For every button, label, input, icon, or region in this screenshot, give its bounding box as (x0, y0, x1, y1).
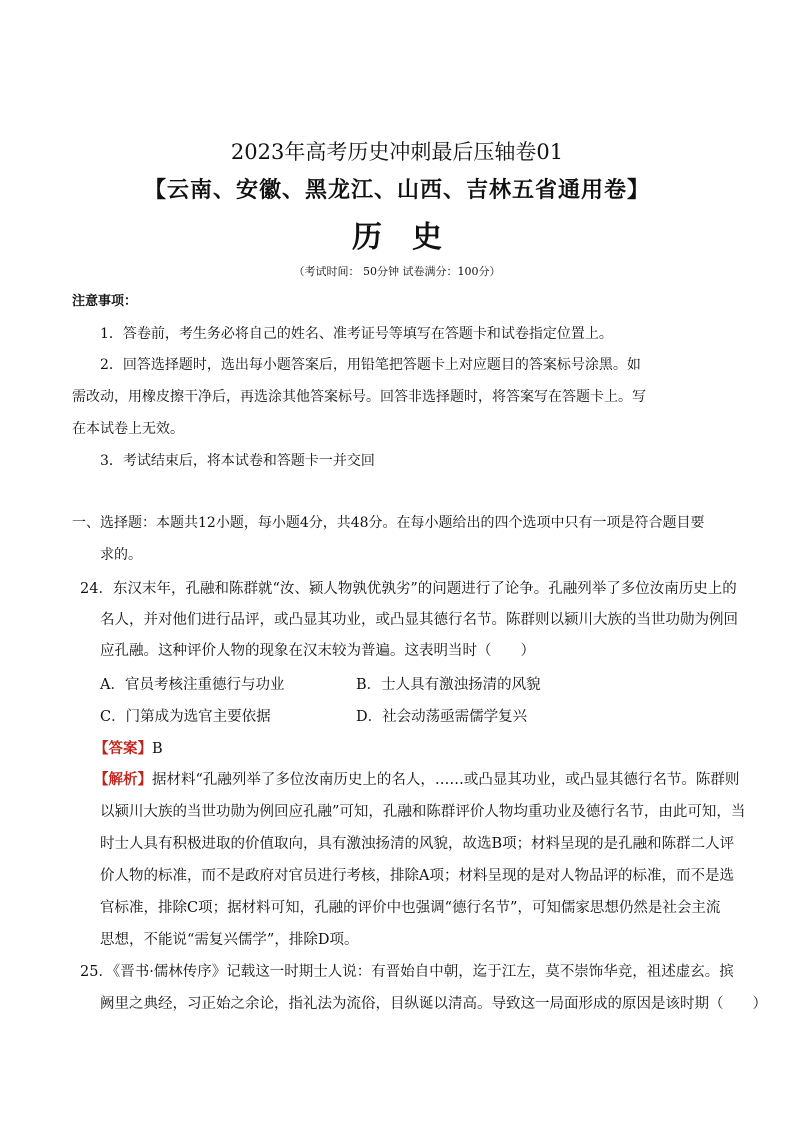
q24-stem-line-3: 应孔融。这种评价人物的现象在汉末较为普遍。这表明当时（ ） (100, 643, 535, 659)
section-heading-line-2: 求的。 (100, 547, 142, 563)
notice-heading: 注意事项： (72, 294, 138, 309)
q24-option-d: D．社会动荡亟需儒学复兴 (356, 709, 528, 725)
exam-info: （考试时间： 50分钟 试卷满分：100分） (293, 265, 501, 278)
q24-answer (94, 737, 163, 758)
q24-analysis-line-6: 思想，不能说“需复兴儒学”，排除D项。 (100, 932, 359, 948)
answer-label: 【答案】 (94, 741, 152, 757)
analysis-text: 据材料“孔融列举了多位汝南历史上的名人，……或凸显其功业，或凸显其德行名节。陈群则 (152, 772, 740, 788)
analysis-label: 【解析】 (94, 772, 152, 788)
answer-value: B (152, 741, 163, 757)
subject-title: 历史 (352, 220, 472, 255)
section-heading-line-1: 一、选择题：本题共12小题，每小题4分，共48分。在每小题给出的四个选项中只有一项是符合题目要 (72, 515, 705, 531)
notice-item-2-line-2: 需改动，用橡皮擦干净后，再选涂其他答案标号。回答非选择题时，将答案写在答题卡上。写 (72, 389, 646, 405)
notice-item-2-line-3: 在本试卷上无效。 (72, 421, 184, 437)
q25-stem-line-1: 25．《晋书·儒林传序》记载这一时期士人说：有晋始自中朝，迄于江左，莫不崇饰华竞，祖述虚玄。摈 (80, 964, 734, 980)
q25-stem-line-2: 阙里之典经，习正始之余论，指礼法为流俗，目纵诞以清高。导致这一局面形成的原因是该时期（ ） (100, 996, 767, 1012)
q24-option-a: A．官员考核注重德行与功业 (100, 677, 285, 693)
notice-item-1: 1．答卷前，考生务必将自己的姓名、准考证号等填写在答题卡和试卷指定位置上。 (100, 326, 613, 342)
q24-analysis-line-5: 官标准，排除C项；据材料可知，孔融的评价中也强调“德行名节”，可知儒家思想仍然是社会主流 (100, 900, 721, 916)
q24-analysis-line-4: 价人物的标准，而不是政府对官员进行考核，排除A项；材料呈现的是对人物品评的标准，而不是选 (100, 868, 734, 884)
notice-item-2-line-1: 2．回答选择题时，选出每小题答案后，用铅笔把答题卡上对应题目的答案标号涂黑。如 (100, 357, 641, 373)
q24-option-c: C．门第成为选官主要依据 (100, 709, 271, 725)
q24-stem-line-2: 名人，并对他们进行品评，或凸显其功业，或凸显其德行名节。陈群则以颍川大族的当世功勋为例回 (100, 612, 738, 628)
q24-analysis-line-3: 时士人具有积极进取的价值取向，具有激浊扬清的风貌，故选B项；材料呈现的是孔融和陈群二人评 (100, 836, 735, 852)
notice-item-3: 3．考试结束后，将本试卷和答题卡一并交回 (100, 453, 375, 469)
exam-subtitle: 【云南、安徽、黑龙江、山西、吉林五省通用卷】 (143, 178, 650, 203)
q24-stem-line-1: 24．东汉末年，孔融和陈群就“汝、颍人物孰优孰劣”的问题进行了论争。孔融列举了多位汝南历史上的 (80, 581, 737, 597)
q24-analysis-line-1 (94, 768, 739, 789)
q24-option-b: B．士人具有激浊扬清的风貌 (356, 677, 541, 693)
q24-analysis-line-2: 以颍川大族的当世功勋为例回应孔融”可知，孔融和陈群评价人物均重功业及德行名节，由此可知，当 (100, 804, 746, 820)
exam-title: 2023年高考历史冲刺最后压轴卷01 (230, 140, 564, 164)
